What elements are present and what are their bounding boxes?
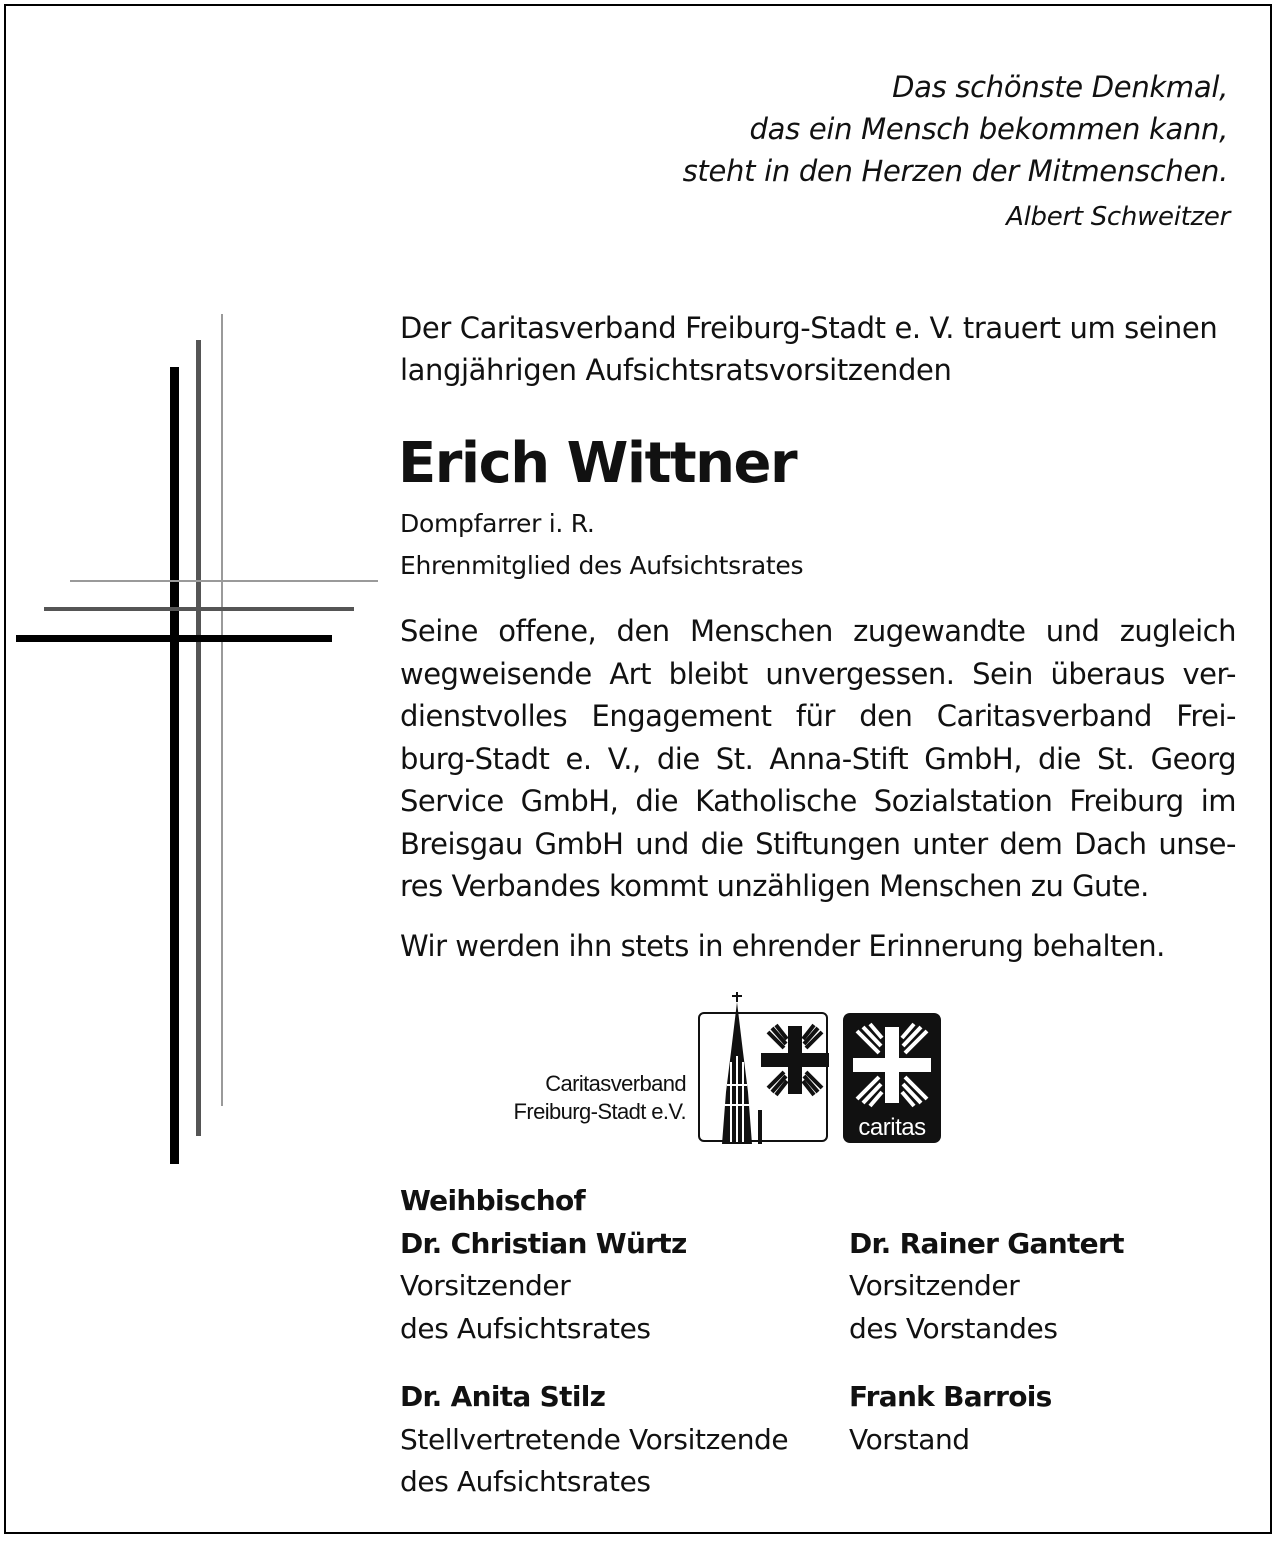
tribute-line: Breisgau GmbH und die Stiftungen unter dem Dach unse-: [400, 826, 1236, 861]
signer-role: Vorsitzender: [400, 1269, 571, 1302]
caritas-badge-label: caritas: [858, 1114, 926, 1141]
intro-text: [400, 307, 1240, 391]
tribute-line: wegweisende Art bleibt unvergessen. Sein überaus ver-: [400, 656, 1236, 691]
cathedral-icon: [722, 992, 762, 1144]
intro-line: langjährigen Aufsichtsratsvorsitzenden: [400, 353, 952, 387]
tribute-line: res Verbandes kommt unzähligen Menschen zu Gute.: [400, 869, 1149, 903]
tribute-line: dienstvolles Engagement für den Caritasverband Frei-: [400, 699, 1236, 733]
signer-gantert: [849, 1223, 1124, 1351]
tribute-line: Service GmbH, die Katholische Sozialstation Freiburg im: [400, 784, 1236, 818]
caritas-flame-cross-icon: [761, 1025, 829, 1095]
signer-name: Dr. Anita Stilz: [400, 1380, 606, 1413]
signer-name: Frank Barrois: [849, 1380, 1052, 1413]
signer-role: Vorstand: [849, 1422, 970, 1456]
org-name: [514, 1070, 686, 1126]
signer-stilz: [400, 1376, 788, 1504]
deceased-titles: [400, 503, 803, 587]
quote: [683, 66, 1228, 192]
signer-role: Vorsitzender: [849, 1269, 1020, 1302]
signer-barrois: [849, 1376, 1052, 1461]
intro-line: Der Caritasverband Freiburg-Stadt e. V. trauert um seinen: [400, 311, 1218, 345]
signer-role: des Aufsichtsrates: [400, 1311, 651, 1345]
cross-icon: [0, 0, 400, 1180]
tribute-text: [400, 610, 1236, 908]
signer-role: des Aufsichtsrates: [400, 1465, 651, 1498]
tribute-line: burg-Stadt e. V., die St. Anna-Stift GmbH, die St. Georg: [400, 741, 1236, 776]
deceased-title: Dompfarrer i. R.: [400, 509, 595, 538]
signer-role: Stellvertretende Vorsitzende: [400, 1422, 789, 1456]
quote-line: das ein Mensch bekommen kann,: [749, 112, 1228, 146]
signer-role: des Vorstandes: [849, 1311, 1058, 1345]
org-name-line: Caritasverband: [545, 1071, 686, 1096]
deceased-name: Erich Wittner: [398, 431, 797, 496]
org-name-line: Freiburg-Stadt e.V.: [513, 1099, 686, 1124]
tribute-line: Seine offene, den Menschen zugewandte und zugleich: [400, 614, 1236, 648]
signer-name: Dr. Rainer Gantert: [849, 1226, 1124, 1260]
quote-line: Das schönste Denkmal,: [892, 70, 1228, 104]
signer-wuertz: [400, 1180, 687, 1350]
org-logo: [698, 1012, 828, 1142]
signer-name: Weihbischof: [400, 1184, 585, 1217]
deceased-title: Ehrenmitglied des Aufsichtsrates: [400, 551, 804, 580]
signer-name: Dr. Christian Würtz: [400, 1226, 687, 1260]
closing-text: Wir werden ihn stets in ehrender Erinnerung behalten.: [400, 929, 1165, 963]
caritas-badge-icon: [843, 1013, 941, 1143]
quote-author: Albert Schweitzer: [1006, 202, 1230, 232]
quote-line: steht in den Herzen der Mitmenschen.: [682, 154, 1228, 188]
